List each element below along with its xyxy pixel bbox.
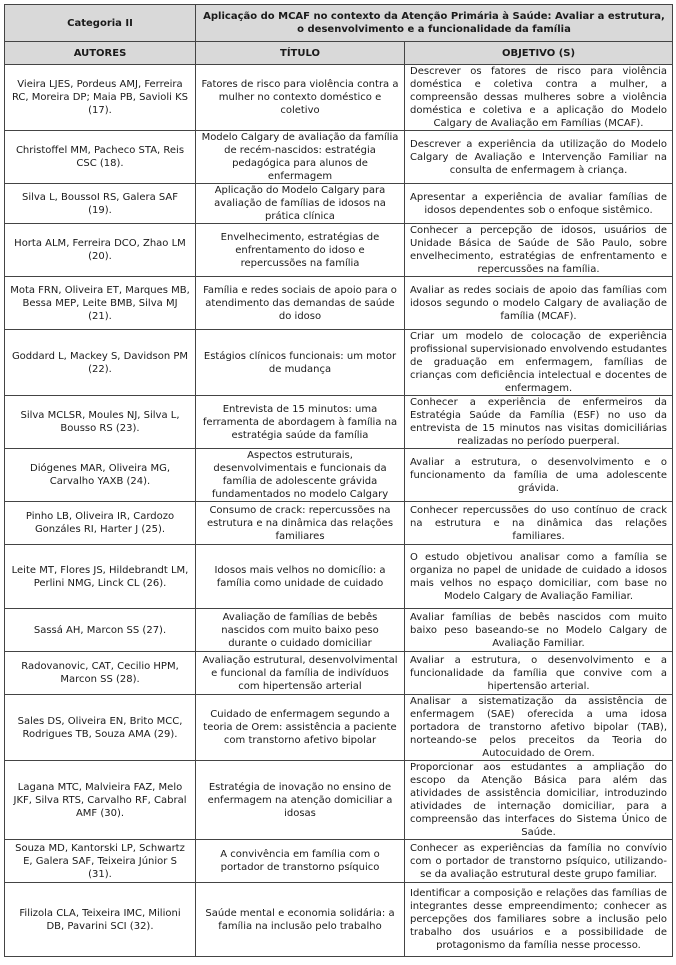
objective-cell: Descrever os fatores de risco para violência doméstica e coletiva contra a mulher, a compreensão dessas mulheres sobre a violência doméstica e coletiva e a aplicação do Modelo Calgary de Avaliação em Famílias (MCAF).: [405, 65, 673, 131]
table-row: [5, 65, 673, 131]
authors-cell: Pinho LB, Oliveira IR, Cardozo Gonzáles RI, Harter J (25).: [5, 502, 196, 545]
objective-cell: Descrever a experiência da utilização do Modelo Calgary de Avaliação e Intervenção Familiar na consulta de enfermagem à criança.: [405, 131, 673, 184]
title-cell: A convivência em família com o portador de transtorno psíquico: [196, 840, 405, 883]
objective-cell: O estudo objetivou analisar como a família se organiza no papel de unidade de cuidado a idosos mais velhos no espaço domiciliar, com base no Modelo Calgary de Avaliação Familiar.: [405, 545, 673, 609]
title-cell: Saúde mental e economia solidária: a família na inclusão pelo trabalho: [196, 883, 405, 957]
table-row: [5, 761, 673, 840]
authors-cell: Lagana MTC, Malvieira FAZ, Melo JKF, Silva RTS, Carvalho RF, Cabral AMF (30).: [5, 761, 196, 840]
table-row: [5, 883, 673, 957]
title-cell: Família e redes sociais de apoio para o atendimento das demandas de saúde do idoso: [196, 277, 405, 330]
objective-cell: Conhecer a experiência de enfermeiros da Estratégia Saúde da Família (ESF) no uso da entrevista de 15 minutos nas visitas domiciliárias realizadas no período puerperal.: [405, 396, 673, 449]
category-label: Categoria II: [5, 5, 196, 42]
objective-cell: Conhecer as experiências da família no convívio com o portador de transtorno psíquico, utilizando-se da avaliação estrutural deste grupo familiar.: [405, 840, 673, 883]
authors-cell: Souza MD, Kantorski LP, Schwartz E, Galera SAF, Teixeira Júnior S (31).: [5, 840, 196, 883]
column-header-row: [5, 42, 673, 65]
authors-cell: Silva L, BoussoI RS, Galera SAF (19).: [5, 184, 196, 224]
authors-column-header: AUTORES: [5, 42, 196, 65]
title-cell: Idosos mais velhos no domicílio: a família como unidade de cuidado: [196, 545, 405, 609]
category-title: Aplicação do MCAF no contexto da Atenção Primária à Saúde: Avaliar a estrutura, o desenvolvimento e a funcionalidade da família: [196, 5, 673, 42]
objective-cell: Avaliar famílias de bebês nascidos com muito baixo peso baseando-se no Modelo Calgary de Avaliação Familiar.: [405, 609, 673, 652]
authors-cell: Vieira LJES, Pordeus AMJ, Ferreira RC, Moreira DP; Maia PB, Savioli KS (17).: [5, 65, 196, 131]
table-row: [5, 695, 673, 761]
title-cell: Avaliação estrutural, desenvolvimental e funcional da família de indivíduos com hipertensão arterial: [196, 652, 405, 695]
table-row: [5, 184, 673, 224]
table-row: [5, 545, 673, 609]
objective-cell: Proporcionar aos estudantes a ampliação do escopo da Atenção Básica para além das atividades de assistência domiciliar, introduzindo atividades de internação domiciliar, para a compreensão das interfaces do Sistema Único de Saúde.: [405, 761, 673, 840]
table-row: [5, 330, 673, 396]
table-row: [5, 277, 673, 330]
authors-cell: Radovanovic, CAT, Cecilio HPM, Marcon SS (28).: [5, 652, 196, 695]
objective-cell: Avaliar a estrutura, o desenvolvimento e o funcionamento da família de uma adolescente grávida.: [405, 449, 673, 502]
authors-cell: Filizola CLA, Teixeira IMC, Milioni DB, Pavarini SCI (32).: [5, 883, 196, 957]
table-row: [5, 609, 673, 652]
objective-column-header: OBJETIVO (S): [405, 42, 673, 65]
authors-cell: Sassá AH, Marcon SS (27).: [5, 609, 196, 652]
authors-cell: Diógenes MAR, Oliveira MG, Carvalho YAXB (24).: [5, 449, 196, 502]
title-column-header: TÍTULO: [196, 42, 405, 65]
authors-cell: Horta ALM, Ferreira DCO, Zhao LM (20).: [5, 224, 196, 277]
title-cell: Aspectos estruturais, desenvolvimentais e funcionais da família de adolescente grávida fundamentados no modelo Calgary: [196, 449, 405, 502]
title-cell: Estratégia de inovação no ensino de enfermagem na atenção domiciliar a idosas: [196, 761, 405, 840]
literature-table: [4, 4, 673, 957]
authors-cell: Leite MT, Flores JS, Hildebrandt LM, Perlini NMG, Linck CL (26).: [5, 545, 196, 609]
title-cell: Estágios clínicos funcionais: um motor de mudança: [196, 330, 405, 396]
authors-cell: Christoffel MM, Pacheco STA, Reis CSC (18).: [5, 131, 196, 184]
title-cell: Entrevista de 15 minutos: uma ferramenta de abordagem à família na estratégia saúde da família: [196, 396, 405, 449]
title-cell: Fatores de risco para violência contra a mulher no contexto doméstico e coletivo: [196, 65, 405, 131]
title-cell: Cuidado de enfermagem segundo a teoria de Orem: assistência a paciente com transtorno afetivo bipolar: [196, 695, 405, 761]
authors-cell: Silva MCLSR, Moules NJ, Silva L, Bousso RS (23).: [5, 396, 196, 449]
title-cell: Consumo de crack: repercussões na estrutura e na dinâmica das relações familiares: [196, 502, 405, 545]
authors-cell: Sales DS, Oliveira EN, Brito MCC, Rodrigues TB, Souza AMA (29).: [5, 695, 196, 761]
table-row: [5, 224, 673, 277]
table-row: [5, 396, 673, 449]
objective-cell: Conhecer repercussões do uso contínuo de crack na estrutura e na dinâmica das relações familiares.: [405, 502, 673, 545]
authors-cell: Goddard L, Mackey S, Davidson PM (22).: [5, 330, 196, 396]
objective-cell: Avaliar as redes sociais de apoio das famílias com idosos segundo o modelo Calgary de avaliação de família (MCAF).: [405, 277, 673, 330]
table-row: [5, 840, 673, 883]
title-cell: Envelhecimento, estratégias de enfrentamento do idoso e repercussões na família: [196, 224, 405, 277]
table-row: [5, 502, 673, 545]
objective-cell: Analisar a sistematização da assistência de enfermagem (SAE) oferecida a uma idosa portadora de transtorno afetivo bipolar (TAB), norteando-se pelos preceitos da Teoria do Autocuidado de Orem.: [405, 695, 673, 761]
objective-cell: Criar um modelo de colocação de experiência profissional supervisionado envolvendo estudantes de graduação em enfermagem, famílias de crianças com deficiência intelectual e docentes de enfermagem.: [405, 330, 673, 396]
table-body: [5, 65, 673, 957]
objective-cell: Conhecer a percepção de idosos, usuários de Unidade Básica de Saúde de São Paulo, sobre envelhecimento, estratégias de enfrentamento e repercussões na família.: [405, 224, 673, 277]
title-cell: Avaliação de famílias de bebês nascidos com muito baixo peso durante o cuidado domiciliar: [196, 609, 405, 652]
table-row: [5, 652, 673, 695]
table-row: [5, 449, 673, 502]
objective-cell: Identificar a composição e relações das famílias de integrantes desse empreendimento; conhecer as percepções dos familiares sobre a inclusão pelo trabalho dos usuários e a possibilidade de protagonismo da família nesse processo.: [405, 883, 673, 957]
objective-cell: Apresentar a experiência de avaliar famílias de idosos dependentes sob o enfoque sistêmico.: [405, 184, 673, 224]
table-row: [5, 131, 673, 184]
category-header-row: [5, 5, 673, 42]
authors-cell: Mota FRN, Oliveira ET, Marques MB, Bessa MEP, Leite BMB, Silva MJ (21).: [5, 277, 196, 330]
title-cell: Aplicação do Modelo Calgary para avaliação de famílias de idosos na prática clínica: [196, 184, 405, 224]
title-cell: Modelo Calgary de avaliação da família de recém-nascidos: estratégia pedagógica para alunos de enfermagem: [196, 131, 405, 184]
objective-cell: Avaliar a estrutura, o desenvolvimento e a funcionalidade da família que convive com a hipertensão arterial.: [405, 652, 673, 695]
